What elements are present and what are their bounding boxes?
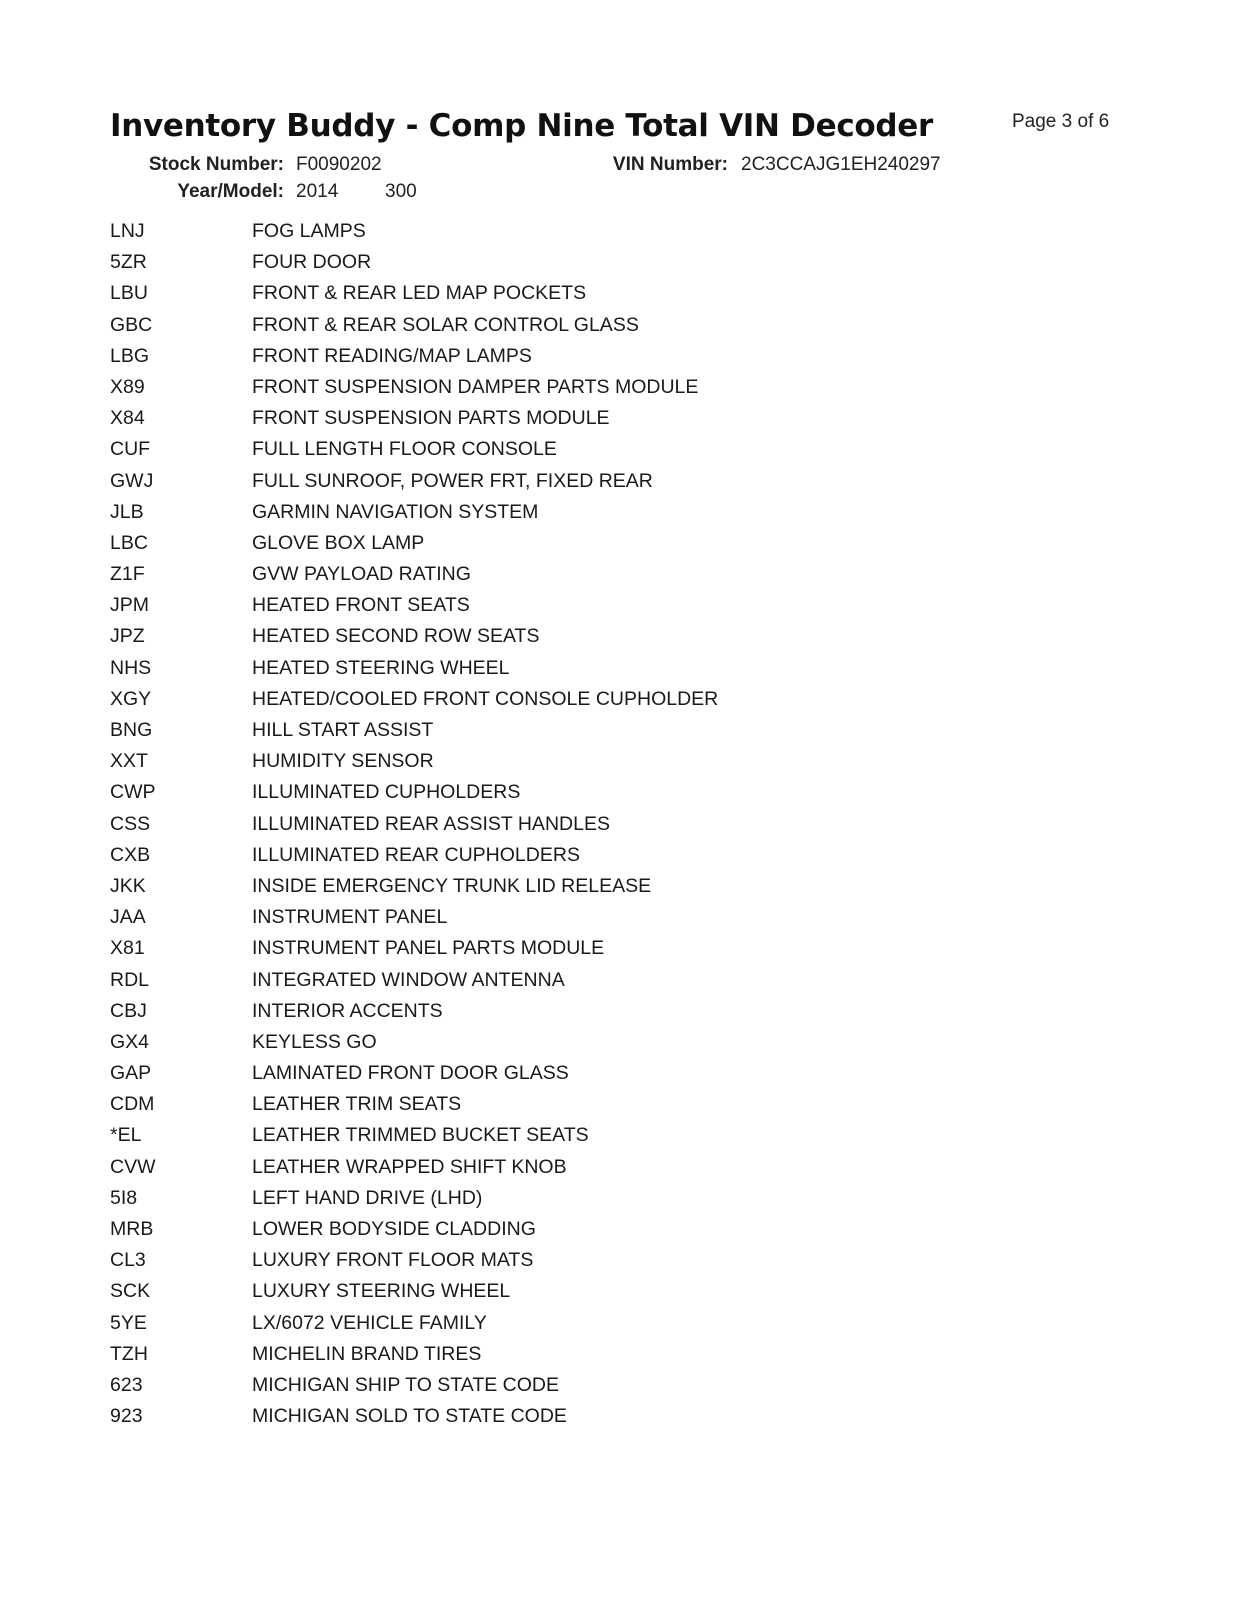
option-row [110, 403, 1010, 434]
option-code: X81 [110, 937, 145, 960]
option-description: LUXURY FRONT FLOOR MATS [252, 1249, 534, 1272]
option-row [110, 216, 1010, 247]
option-row [110, 1339, 1010, 1370]
option-code: JAA [110, 906, 146, 929]
option-description: FRONT READING/MAP LAMPS [252, 344, 532, 367]
option-row [110, 1276, 1010, 1307]
option-description: HEATED/COOLED FRONT CONSOLE CUPHOLDER [252, 687, 719, 710]
option-row [110, 933, 1010, 964]
option-description: HEATED STEERING WHEEL [252, 656, 510, 679]
option-row [110, 528, 1010, 559]
option-description: FRONT & REAR SOLAR CONTROL GLASS [252, 313, 639, 336]
option-row [110, 653, 1010, 684]
option-description: HILL START ASSIST [252, 719, 434, 741]
option-description: MICHELIN BRAND TIRES [252, 1342, 482, 1365]
option-description: FULL SUNROOF, POWER FRT, FIXED REAR [252, 469, 653, 492]
option-description: LEATHER TRIMMED BUCKET SEATS [252, 1124, 589, 1147]
option-row [110, 871, 1010, 902]
option-code: *EL [110, 1124, 142, 1147]
option-code: XGY [110, 687, 152, 710]
option-code: GX4 [110, 1030, 150, 1053]
option-row [110, 809, 1010, 840]
option-code: GWJ [110, 469, 154, 492]
option-row [110, 965, 1010, 996]
option-row [110, 902, 1010, 933]
option-description: GARMIN NAVIGATION SYSTEM [252, 500, 539, 523]
stock-number-label: Stock Number: [148, 154, 284, 175]
option-row [110, 1308, 1010, 1339]
option-description: INSIDE EMERGENCY TRUNK LID RELEASE [252, 874, 652, 897]
option-code: GBC [110, 313, 153, 336]
option-description: FRONT SUSPENSION PARTS MODULE [252, 407, 610, 430]
option-row [110, 466, 1010, 497]
option-row [110, 1089, 1010, 1120]
option-code: 5I8 [110, 1186, 138, 1209]
option-description: FOUR DOOR [252, 251, 372, 274]
option-code: CXB [110, 843, 151, 866]
option-row [110, 1370, 1010, 1401]
option-description: INSTRUMENT PANEL [252, 906, 448, 929]
option-code: CWP [110, 781, 156, 804]
option-description: GLOVE BOX LAMP [252, 531, 425, 554]
option-code: LBU [110, 282, 148, 305]
option-row [110, 715, 1010, 746]
option-code: CVW [110, 1155, 156, 1178]
option-row [110, 341, 1010, 372]
option-description: INTERIOR ACCENTS [252, 999, 443, 1022]
option-row [110, 1214, 1010, 1245]
option-description: HEATED FRONT SEATS [252, 594, 470, 617]
option-description: MICHIGAN SHIP TO STATE CODE [252, 1373, 559, 1396]
option-row [110, 247, 1010, 278]
option-row [110, 1058, 1010, 1089]
option-row [110, 497, 1010, 528]
option-row [110, 559, 1010, 590]
page-number: Page 3 of 6 [1012, 111, 1110, 132]
vin-number-label: VIN Number: [612, 154, 728, 175]
option-description: FOG LAMPS [252, 220, 366, 242]
option-code: CL3 [110, 1249, 146, 1272]
stock-number-value: F0090202 [296, 154, 382, 175]
option-description: FULL LENGTH FLOOR CONSOLE [252, 438, 557, 461]
option-code: JKK [110, 874, 146, 897]
vin-number-value: 2C3CCAJG1EH240297 [741, 154, 941, 175]
option-row [110, 777, 1010, 808]
option-code: X89 [110, 375, 145, 398]
option-description: LUXURY STEERING WHEEL [252, 1280, 511, 1303]
option-row [110, 278, 1010, 309]
option-description: ILLUMINATED CUPHOLDERS [252, 781, 521, 804]
option-row [110, 996, 1010, 1027]
option-description: LEATHER WRAPPED SHIFT KNOB [252, 1155, 567, 1178]
option-row [110, 746, 1010, 777]
options-list [110, 216, 1010, 1432]
option-description: GVW PAYLOAD RATING [252, 563, 471, 586]
option-code: JPZ [110, 625, 145, 648]
option-code: CBJ [110, 999, 147, 1022]
option-code: JPM [110, 594, 149, 617]
option-code: SCK [110, 1280, 151, 1303]
option-row [110, 1183, 1010, 1214]
option-code: 5YE [110, 1311, 147, 1334]
year-value: 2014 [296, 181, 339, 202]
option-description: LOWER BODYSIDE CLADDING [252, 1218, 536, 1240]
option-code: XXT [110, 750, 148, 773]
option-row [110, 372, 1010, 403]
option-code: CUF [110, 438, 151, 461]
option-row [110, 434, 1010, 465]
option-description: ILLUMINATED REAR ASSIST HANDLES [252, 812, 610, 835]
page-title: Inventory Buddy - Comp Nine Total VIN Decoder [110, 108, 934, 144]
option-code: RDL [110, 968, 150, 991]
option-row [110, 621, 1010, 652]
option-row [110, 1027, 1010, 1058]
option-code: LBC [110, 531, 148, 554]
option-description: LEATHER TRIM SEATS [252, 1093, 462, 1116]
option-code: CSS [110, 812, 151, 835]
option-code: Z1F [110, 563, 145, 586]
option-description: FRONT SUSPENSION DAMPER PARTS MODULE [252, 375, 699, 398]
option-row [110, 840, 1010, 871]
option-code: CDM [110, 1093, 155, 1116]
option-code: LBG [110, 344, 150, 367]
option-code: NHS [110, 656, 152, 679]
option-code: 5ZR [110, 251, 147, 274]
option-row [110, 310, 1010, 341]
model-value: 300 [385, 181, 417, 202]
option-code: TZH [110, 1342, 148, 1365]
option-code: 923 [110, 1405, 143, 1428]
option-row [110, 684, 1010, 715]
option-description: ILLUMINATED REAR CUPHOLDERS [252, 843, 580, 866]
option-code: 623 [110, 1373, 143, 1396]
option-row [110, 1245, 1010, 1276]
option-code: X84 [110, 407, 145, 430]
option-code: LNJ [110, 220, 145, 242]
option-row [110, 1401, 1010, 1432]
option-description: MICHIGAN SOLD TO STATE CODE [252, 1405, 567, 1428]
option-description: HEATED SECOND ROW SEATS [252, 625, 540, 648]
option-description: LX/6072 VEHICLE FAMILY [252, 1311, 487, 1334]
option-row [110, 1120, 1010, 1151]
option-description: LEFT HAND DRIVE (LHD) [252, 1186, 483, 1209]
option-row [110, 1152, 1010, 1183]
option-description: INTEGRATED WINDOW ANTENNA [252, 968, 565, 991]
option-code: GAP [110, 1062, 152, 1085]
option-description: FRONT & REAR LED MAP POCKETS [252, 282, 587, 305]
option-description: INSTRUMENT PANEL PARTS MODULE [252, 937, 605, 960]
option-code: JLB [110, 500, 144, 523]
option-code: MRB [110, 1218, 154, 1240]
year-model-label: Year/Model: [177, 181, 284, 202]
option-description: LAMINATED FRONT DOOR GLASS [252, 1062, 569, 1085]
option-description: KEYLESS GO [252, 1030, 377, 1053]
option-code: BNG [110, 719, 153, 741]
option-row [110, 590, 1010, 621]
option-description: HUMIDITY SENSOR [252, 750, 434, 773]
